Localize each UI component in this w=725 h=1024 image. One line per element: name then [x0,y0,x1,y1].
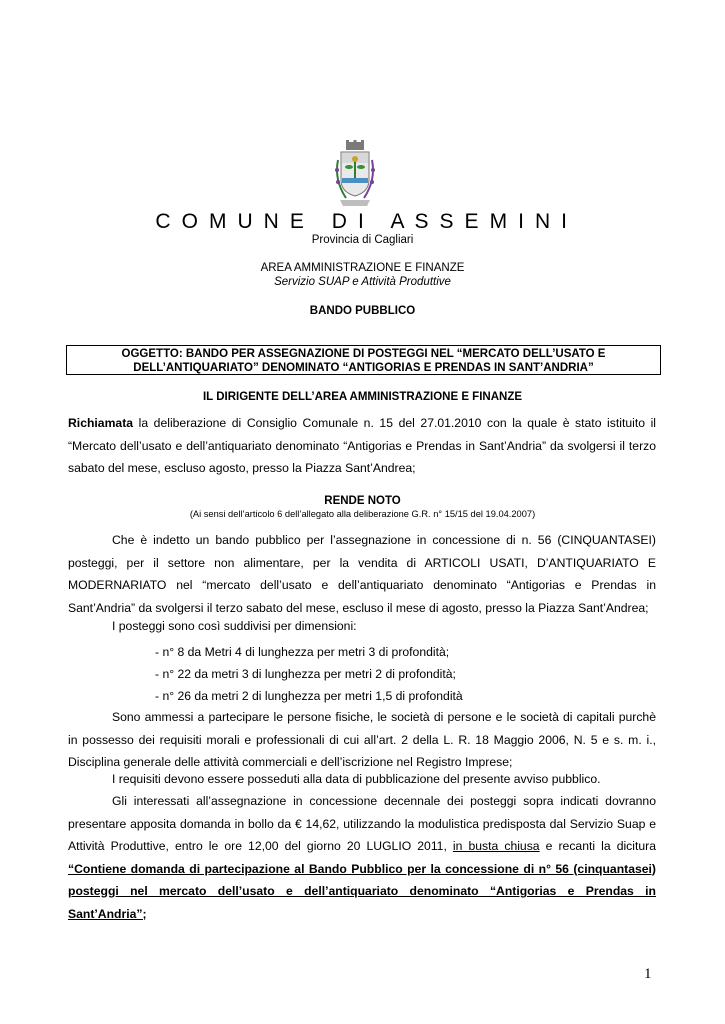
paragraph-4-text: I requisiti devono essere posseduti alla data di pubblicazione del presente avviso pubblico. [112,772,601,786]
paragraph-5 [68,790,656,925]
subject-line-1: OGGETTO: BANDO PER ASSEGNAZIONE DI POSTEGGI NEL “MERCATO DELL’USATO E [121,348,606,360]
list-item: - n° 26 da metri 2 di lunghezza per metri 1,5 di profondità [155,689,463,703]
paragraph-2 [68,615,656,638]
province-name: Provincia di Cagliari [311,234,414,246]
richiamata-lead: Richiamata [68,416,134,430]
rende-noto-subtitle: (Ai sensi dell’articolo 6 dell’allegato alla deliberazione G.R. n° 15/15 del 19.04.2007) [189,509,536,519]
subject-line-2: DELL’ANTIQUARIATO” DENOMINATO “ANTIGORIAS E PRENDAS IN SANT’ANDRIA” [133,362,594,374]
department-name: AREA AMMINISTRAZIONE E FINANZE [260,262,465,274]
paragraph-1 [68,529,656,619]
rende-noto-heading: RENDE NOTO [324,495,401,507]
paragraph-3-text: Sono ammessi a partecipare le persone fisiche, le società di persone e le società di capitali purchè in possesso dei requisiti morali e professionali di cui all’art. 2 della L. R. 18 Maggio 2006, N. 5 e s. m. i., Disciplina generale delle attività commerciali e dell’iscrizione nel Registro Imprese; [68,710,656,769]
richiamata-text: la deliberazione di Consiglio Comunale n. 15 del 27.01.2010 con la quale è stato istituito il “Mercato dell’usato e dell’antiquariato denominato “Antigorias e Prendas in Sant’Andria” da svolgersi il terzo sabato del mese, escluso agosto, presso la Piazza Sant’Andrea; [68,416,656,475]
list-item: - n° 8 da Metri 4 di lunghezza per metri 3 di profondità; [155,645,450,659]
service-name: Servizio SUAP e Attività Produttive [274,276,451,288]
municipal-crest-icon [332,140,378,210]
paragraph-5-text-b: e recanti la dicitura [539,839,656,853]
paragraph-5-text: Gli interessati all’assegnazione in concessione decennale dei posteggi sopra indicati dovranno presentare apposita domanda in bollo da € 14,62, utilizzando la modulistica predisposta dal Servizio Suap e Attività Produttive, entro le ore 12,00 del giorno 20 LUGLIO 2011, [68,794,656,853]
paragraph-5-bold: “Contiene domanda di partecipazione al Bando Pubblico per la concessione di n° 56 (cinquantasei) posteggi nel mercato dell’usato e dell’antiquariato denominato “Antigorias e Prendas in Sant’Andria”; [68,861,656,921]
paragraph-1-text: Che è indetto un bando pubblico per l’assegnazione in concessione di n. 56 (CINQUANTASEI) posteggi, per il settore non alimentare, per la vendita di ARTICOLI USATI, D’ANTIQUARIATO E MODERNARIATO nel “mercato dell’usato e dell’antiquariato denominato “Antigorias e Prendas in Sant’Andria” da svolgersi il terzo sabato del mese, escluso il mese di agosto, presso la Piazza Sant’Andrea; [68,533,656,615]
document-type: BANDO PUBBLICO [309,305,416,317]
subject-box [66,345,661,375]
paragraph-4 [68,768,656,791]
list-item: - n° 22 da metri 3 di lunghezza per metri 2 di profondità; [155,667,456,681]
section-heading: IL DIRIGENTE DELL’AREA AMMINISTRAZIONE E FINANZE [202,391,523,403]
richiamata-paragraph [68,412,656,480]
municipality-name: C O M U N E D I A S S E M I N I [155,210,570,233]
paragraph-3 [68,706,656,774]
paragraph-5-underlined: in busta chiusa [452,839,540,853]
paragraph-2-text: I posteggi sono così suddivisi per dimensioni: [112,619,357,633]
page-number: 1 [644,966,652,982]
